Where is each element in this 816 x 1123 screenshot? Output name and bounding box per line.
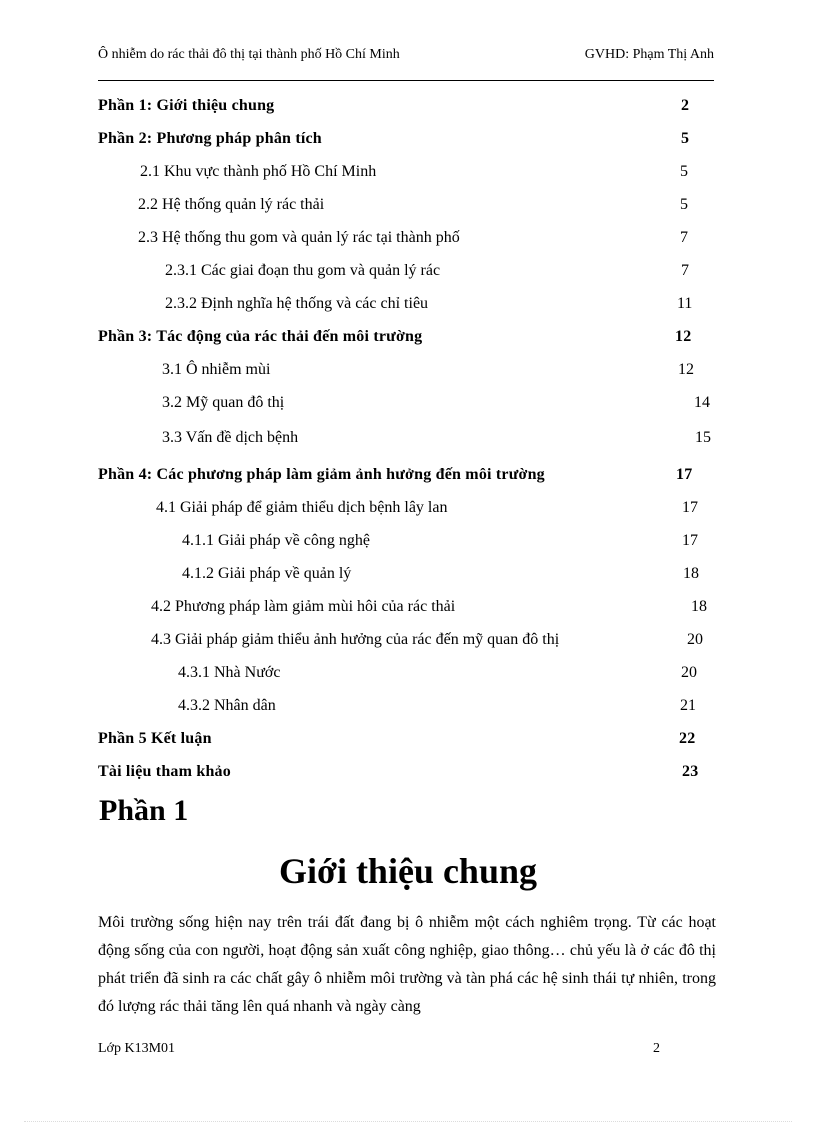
toc-entry-page: 17	[682, 532, 698, 549]
header-document-title: Ô nhiễm do rác thải đô thị tại thành phố Hồ Chí Minh	[98, 47, 400, 62]
toc-entry-page: 5	[680, 163, 688, 180]
toc-entry-label: 2.1 Khu vực thành phố Hồ Chí Minh	[140, 163, 377, 180]
body-paragraph: Môi trường sống hiện nay trên trái đất đang bị ô nhiễm một cách nghiêm trọng. Từ các hoạt động sống của con người, hoạt động sản xuất công nghiệp, giao thông… chủ yếu là ở các đô thị phát triển đã sinh ra các chất gây ô nhiễm môi trường và tàn phá các hệ sinh thái tự nhiên, trong đó lượng rác thải tăng lên quá nhanh và ngày càng	[98, 914, 716, 1015]
toc-entry-page: 2	[681, 97, 690, 114]
toc-entry-label: 3.3 Vấn đề dịch bệnh	[162, 429, 299, 446]
toc-entry-label: 4.1.2 Giải pháp về quản lý	[182, 565, 352, 582]
toc-entry-label: 4.2 Phương pháp làm giảm mùi hôi của rác thải	[151, 598, 456, 615]
toc-entry-label: 4.1 Giải pháp để giảm thiểu dịch bệnh lây lan	[156, 499, 448, 516]
toc-entry-label: 2.2 Hệ thống quản lý rác thải	[138, 196, 325, 213]
toc-entry-page: 23	[682, 763, 699, 780]
toc-entry-page: 11	[677, 295, 693, 312]
toc-entry-label: 2.3 Hệ thống thu gom và quản lý rác tại thành phố	[138, 229, 460, 246]
toc-entry-page: 5	[681, 130, 690, 147]
toc-entry-page: 17	[682, 499, 698, 516]
toc-entry-page: 7	[680, 229, 688, 246]
toc-entry-page: 7	[681, 262, 689, 279]
header-supervisor: GVHD: Phạm Thị Anh	[584, 47, 714, 62]
toc-entry-page: 14	[694, 394, 710, 411]
part-heading: Phần 1	[99, 794, 189, 827]
toc-entry-label: Phần 3: Tác động của rác thải đến môi trường	[98, 328, 423, 345]
toc-entry-page: 5	[680, 196, 688, 213]
toc-entry-label: 3.2 Mỹ quan đô thị	[162, 394, 285, 411]
toc-entry-label: Phần 2: Phương pháp phân tích	[98, 130, 322, 147]
toc-entry-label: 2.3.2 Định nghĩa hệ thống và các chỉ tiêu	[165, 295, 429, 312]
toc-entry-label: Phần 4: Các phương pháp làm giảm ảnh hưởng đến môi trường	[98, 466, 545, 483]
footer-page-number: 2	[653, 1041, 660, 1056]
toc-entry-label: 4.3.1 Nhà Nước	[178, 664, 281, 681]
chapter-title: Giới thiệu chung	[279, 851, 537, 891]
footer-class-label: Lớp K13M01	[98, 1041, 176, 1056]
toc-entry-label: Phần 5 Kết luận	[98, 730, 212, 747]
toc-entry-page: 18	[691, 598, 707, 615]
header-divider	[98, 80, 714, 81]
page-header	[98, 47, 714, 67]
toc-entry-page: 18	[683, 565, 699, 582]
toc-entry-page: 22	[679, 730, 696, 747]
toc-entry-page: 20	[687, 631, 703, 648]
toc-entry-label: Phần 1: Giới thiệu chung	[98, 97, 275, 114]
toc-entry-page: 15	[695, 429, 711, 446]
toc-entry-label: 4.3.2 Nhân dân	[178, 697, 276, 714]
toc-entry-label: 2.3.1 Các giai đoạn thu gom và quản lý rác	[165, 262, 441, 279]
toc-entry-page: 12	[675, 328, 692, 345]
toc-entry-label: 4.3 Giải pháp giảm thiểu ảnh hưởng của rác đến mỹ quan đô thị	[151, 631, 560, 648]
toc-entry-label: 4.1.1 Giải pháp về công nghệ	[182, 532, 370, 549]
toc-entry-page: 12	[678, 361, 694, 378]
toc-entry-page: 20	[681, 664, 697, 681]
toc-entry-label: Tài liệu tham khảo	[98, 763, 231, 780]
toc-entry-page: 17	[676, 466, 693, 483]
toc-entry-label: 3.1 Ô nhiễm mùi	[162, 361, 271, 378]
page-bottom-edge	[24, 1121, 792, 1122]
toc-entry-page: 21	[680, 697, 696, 714]
